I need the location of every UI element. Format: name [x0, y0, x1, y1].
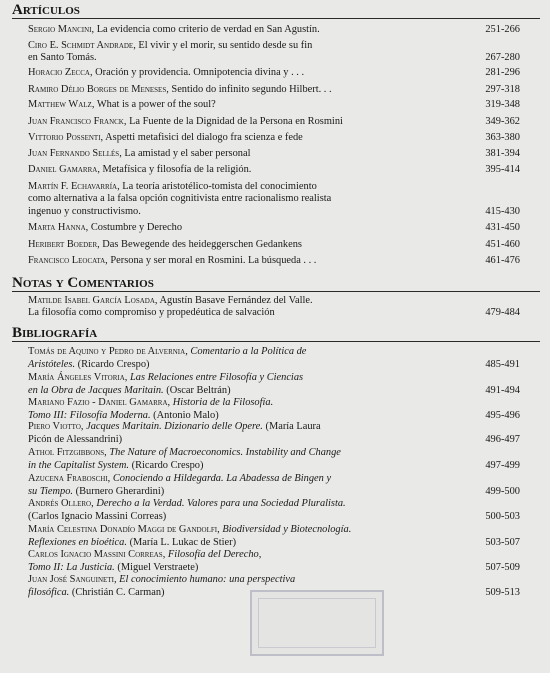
entry-author: Matilde Isabel García Losada: [28, 295, 155, 306]
page-range: 415-430: [485, 205, 520, 217]
entry-title: (Carlos Ignacio Massini Correas): [28, 510, 167, 522]
toc-entry: [28, 181, 540, 218]
entry-line: [28, 307, 468, 319]
section-title-bibliografia: Bibliografía: [12, 325, 98, 341]
toc-entry: [28, 132, 540, 144]
entry-text: [28, 24, 468, 36]
entry-book-title: El conocimiento humano: una perspectiva: [119, 574, 296, 585]
toc-entry: [28, 99, 540, 111]
toc-entry: [28, 67, 540, 79]
entry-title: , Costumbre y Derecho: [85, 222, 183, 233]
entry-book-title: Comentario a la Política de: [190, 346, 307, 357]
entry-author: Juan José Sanguineti: [28, 574, 114, 585]
toc-entry: [28, 24, 540, 36]
entry-line: [28, 206, 468, 218]
entry-title: , Agustín Basave Fernández del Valle.: [154, 295, 313, 306]
entry-title: , La evidencia como criterio de verdad en San Agustín.: [91, 24, 320, 35]
entry-line: [28, 562, 468, 575]
entry-text: [28, 255, 468, 267]
entry-title: ,: [80, 421, 87, 432]
entry-author: Horacio Zecca: [28, 67, 90, 78]
entry-title: , What is a power of the soul?: [91, 99, 216, 110]
entry-title: ,: [113, 574, 120, 585]
toc-entry: [28, 421, 540, 446]
section-title-articulos: Artículos: [12, 2, 80, 18]
entry-line: [28, 181, 468, 193]
toc-entry: [28, 239, 540, 251]
entry-text: [28, 148, 468, 160]
toc-entry: [28, 255, 540, 267]
entry-book-title: Tomo II: La Justicia.: [28, 561, 115, 573]
entry-text: [28, 84, 468, 96]
toc-entry: [28, 164, 540, 176]
entry-book-title: Filosofía del Derecho,: [167, 549, 262, 560]
entry-book-title: Derecho a la Verdad. Valores para una Sociedad Pluralista.: [96, 498, 346, 509]
entry-text: [28, 222, 468, 234]
entry-author: Mariano Fazio - Daniel Gamarra: [28, 397, 168, 408]
entry-title: , La amistad y el saber personal: [119, 148, 251, 159]
toc-entry: [28, 372, 540, 397]
entry-line: [28, 84, 468, 96]
toc-entry: [28, 148, 540, 160]
toc-entry: [28, 498, 540, 523]
entry-author: Francisco Leocata: [28, 255, 106, 266]
entry-book-title: The Nature of Macroeconomics. Instability and Change: [109, 447, 341, 458]
page-range: 451-460: [485, 238, 520, 250]
page-range: 349-362: [485, 115, 520, 127]
entry-author: Heribert Boeder: [28, 239, 98, 250]
toc-entry: [28, 222, 540, 234]
entry-line: [28, 295, 468, 307]
page-range: 319-348: [485, 98, 520, 110]
entry-line: [28, 549, 468, 562]
entry-text: [28, 67, 468, 79]
toc-entry: [28, 40, 540, 65]
entry-author: Carlos Ignacio Massini Correas: [28, 549, 163, 560]
page-range: 461-476: [485, 254, 520, 266]
toc-entry: [28, 116, 540, 128]
page-range: 479-484: [485, 307, 520, 319]
entry-author: Matthew Walz: [28, 99, 92, 110]
entry-text: [28, 346, 468, 371]
entry-title: La filosofía como compromiso y propedéutica de salvación: [28, 307, 275, 319]
entry-line: [28, 574, 468, 587]
entry-line: [28, 473, 468, 486]
page-range: 485-491: [485, 358, 520, 370]
entry-text: [28, 574, 468, 599]
entry-author: María Ángeles Vitoria: [28, 372, 125, 383]
entry-author: Azucena Fraboschi: [28, 473, 108, 484]
toc-entry: [28, 397, 540, 422]
entry-line: [28, 421, 468, 434]
section-divider: [12, 341, 540, 342]
page-range: 503-507: [485, 536, 520, 548]
section-title-notas: Notas y Comentarios: [12, 275, 154, 291]
entry-title: ,: [104, 447, 110, 458]
entry-author: Martín F. Echavarría: [28, 181, 118, 192]
toc-entry: [28, 447, 540, 472]
page-range: 507-509: [485, 561, 520, 573]
entry-title: (María L. Lukac de Stier): [126, 536, 237, 548]
entry-line: [28, 239, 468, 251]
entry-line: [28, 397, 468, 410]
entry-title: ,: [91, 498, 97, 509]
entry-title: ,: [167, 397, 173, 408]
entry-line: [28, 359, 468, 372]
section-divider: [12, 291, 540, 292]
entry-line: [28, 434, 468, 447]
entry-title: (Oscar Beltrán): [163, 384, 231, 396]
entry-line: [28, 99, 468, 111]
entry-line: [28, 460, 468, 473]
entry-text: [28, 239, 468, 251]
entry-text: [28, 549, 468, 574]
toc-entry: [28, 524, 540, 549]
entry-author: María Celestina Donadío Maggi de Gandolfi: [28, 524, 218, 535]
entry-line: [28, 24, 468, 36]
entry-text: [28, 473, 468, 498]
entry-author: Juan Fernando Sellés: [28, 148, 120, 159]
page-range: 509-513: [485, 586, 520, 598]
page-range: 251-266: [485, 23, 520, 35]
entry-book-title: Aristóteles.: [28, 358, 76, 370]
entry-author: Ramiro Délio Borges de Meneses: [28, 84, 167, 95]
entry-title: (Burnero Gherardini): [73, 485, 165, 497]
entry-text: [28, 181, 468, 218]
entry-title: , Metafísica y filosofía de la religión.: [97, 164, 252, 175]
entry-line: [28, 67, 468, 79]
entry-book-title: Reflexiones en bioética.: [28, 536, 127, 548]
library-stamp: [250, 590, 384, 656]
entry-line: [28, 486, 468, 499]
page-range: 281-296: [485, 66, 520, 78]
entry-line: [28, 372, 468, 385]
entry-text: [28, 116, 468, 128]
entry-author: Ciro E. Schmidt Andrade: [28, 40, 134, 51]
entry-title: en Santo Tomás.: [28, 52, 97, 64]
entry-text: [28, 40, 468, 65]
page-range: 499-500: [485, 485, 520, 497]
entry-line: [28, 116, 468, 128]
page-range: 267-280: [485, 52, 520, 64]
entry-line: [28, 537, 468, 550]
entry-author: Andrés Ollero: [28, 498, 92, 509]
entry-title: ingenuo y constructivismo.: [28, 205, 141, 217]
entry-title: ,: [107, 473, 113, 484]
entry-book-title: in the Capitalist System.: [28, 459, 130, 471]
entry-title: , Sentido do infinito segundo Hilbert. . .: [166, 84, 332, 95]
entry-author: Piero Viotto: [28, 421, 81, 432]
page-range: 395-414: [485, 163, 520, 175]
page-range: 363-380: [485, 131, 520, 143]
entry-book-title: Tomo III: Filosofía Moderna.: [28, 409, 151, 421]
entry-book-title: Las Relaciones entre Filosofía y Ciencias: [130, 372, 304, 383]
entry-author: Marta Hanna: [28, 222, 86, 233]
entry-title: , Oración y providencia. Omnipotencia divina y . . .: [89, 67, 305, 78]
entry-title: , Das Bewegende des heideggerschen Gedankens: [97, 239, 302, 250]
entry-line: [28, 132, 468, 144]
entry-title: , La Fuente de la Dignidad de la Persona en Rosmini: [123, 116, 343, 127]
entry-line: [28, 511, 468, 524]
toc-entry: [28, 295, 540, 320]
entry-title: (Miguel Verstraete): [114, 561, 199, 573]
entry-text: [28, 524, 468, 549]
entry-author: Tomás de Aquino y Pedro de Alvernia: [28, 346, 186, 357]
entry-line: [28, 587, 468, 600]
entry-text: [28, 132, 468, 144]
entry-line: [28, 193, 468, 205]
entry-title: ,: [185, 346, 191, 357]
entry-line: [28, 164, 468, 176]
toc-entry: [28, 549, 540, 574]
page-range: 491-494: [485, 384, 520, 396]
entry-line: [28, 498, 468, 511]
page-range: 500-503: [485, 510, 520, 522]
entry-author: Sergio Mancini: [28, 24, 92, 35]
entry-title: como alternativa a la falsa opción cognitivista entre racionalismo realista: [28, 193, 332, 205]
entry-line: [28, 346, 468, 359]
entry-line: [28, 52, 468, 64]
page-range: 381-394: [485, 147, 520, 159]
entry-title: , Aspetti metafisici del dialogo fra scienza e fede: [100, 132, 303, 143]
entry-book-title: Conociendo a Hildegarda. La Abadessa de Bingen y: [112, 473, 332, 484]
entry-title: ,: [124, 372, 130, 383]
entry-text: [28, 295, 468, 320]
entry-title: (María Laura: [262, 421, 321, 432]
entry-title: , La teoría aristotélico-tomista del conocimiento: [117, 181, 317, 192]
entry-text: [28, 447, 468, 472]
entry-line: [28, 255, 468, 267]
entry-book-title: Historia de la Filosofía.: [172, 397, 274, 408]
entry-book-title: Jacques Maritain. Dizionario delle Opere.: [86, 421, 263, 432]
entry-text: [28, 421, 468, 446]
toc-entry: [28, 84, 540, 96]
entry-line: [28, 40, 468, 52]
toc-entry: [28, 473, 540, 498]
entry-title: , Persona y ser moral en Rosmini. La búsqueda . . .: [105, 255, 317, 266]
entry-title: Picón de Alessandrini): [28, 433, 123, 445]
entry-text: [28, 397, 468, 422]
entry-text: [28, 498, 468, 523]
entry-text: [28, 372, 468, 397]
section-divider: [12, 18, 540, 19]
entry-title: ,: [217, 524, 223, 535]
entry-author: Juan Francisco Franck: [28, 116, 124, 127]
entry-book-title: su Tiempo.: [28, 485, 74, 497]
entry-title: (Ricardo Crespo): [129, 459, 204, 471]
entry-title: (Christián C. Carman): [69, 586, 165, 598]
entry-author: Daniel Gamarra: [28, 164, 98, 175]
entry-book-title: Biodiversidad y Biotecnología.: [222, 524, 352, 535]
page-range: 495-496: [485, 409, 520, 421]
entry-author: Vittorio Possenti: [28, 132, 101, 143]
entry-title: ,: [162, 549, 168, 560]
entry-line: [28, 447, 468, 460]
entry-title: (Ricardo Crespo): [75, 358, 150, 370]
page-range: 497-499: [485, 459, 520, 471]
page-range: 431-450: [485, 221, 520, 233]
entry-text: [28, 164, 468, 176]
toc-entry: [28, 346, 540, 371]
entry-text: [28, 99, 468, 111]
entry-line: [28, 524, 468, 537]
page-range: 496-497: [485, 433, 520, 445]
entry-author: Athol Fitzgibbons: [28, 447, 105, 458]
page-range: 297-318: [485, 83, 520, 95]
entry-title: , El vivir y el morir, su sentido desde su fin: [133, 40, 313, 51]
entry-book-title: filosófica.: [28, 586, 70, 598]
entry-title: (Antonio Malo): [150, 409, 219, 421]
entry-book-title: en la Obra de Jacques Maritain.: [28, 384, 164, 396]
entry-line: [28, 222, 468, 234]
entry-line: [28, 148, 468, 160]
entry-line: [28, 385, 468, 398]
